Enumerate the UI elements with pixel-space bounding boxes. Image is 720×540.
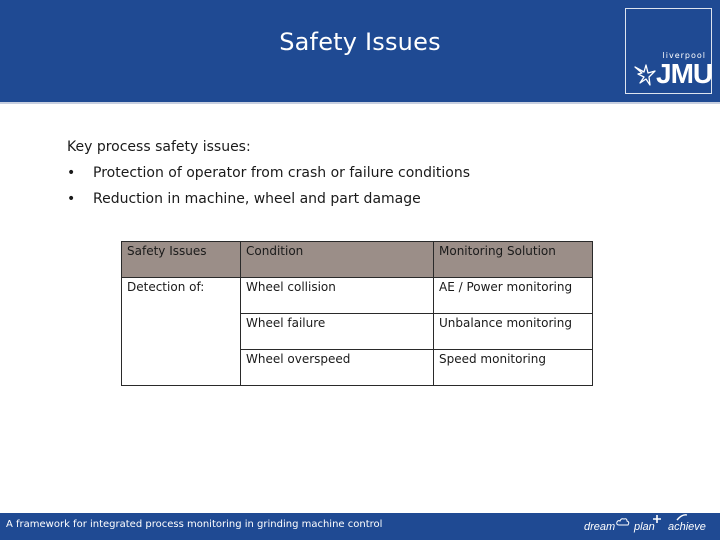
logo-jmu-text: JMU xyxy=(656,58,713,89)
table-cell: Speed monitoring xyxy=(434,350,593,386)
table-cell: Wheel overspeed xyxy=(241,350,434,386)
safety-table xyxy=(121,241,593,386)
intro-text xyxy=(67,134,470,212)
table-row xyxy=(122,278,593,314)
header-divider xyxy=(0,102,720,104)
bullet-item xyxy=(67,186,470,212)
logo-liverpool-text: liverpool xyxy=(662,51,706,60)
footer-tag-plan: plan xyxy=(634,521,655,533)
table-header-row xyxy=(122,242,593,278)
slide-title: Safety Issues xyxy=(279,28,441,56)
table-cell: Wheel collision xyxy=(241,278,434,314)
bullet-item xyxy=(67,160,470,186)
footer-tag-dream: dream xyxy=(584,521,616,533)
column-header: Safety Issues xyxy=(122,242,241,278)
column-header: Condition xyxy=(241,242,434,278)
title-bar xyxy=(0,0,720,102)
bullet-icon: • xyxy=(67,191,76,207)
liver-bird-icon xyxy=(632,61,658,89)
table-cell: AE / Power monitoring xyxy=(434,278,593,314)
bullet-icon: • xyxy=(67,165,76,181)
bullet-text: Reduction in machine, wheel and part damage xyxy=(93,191,421,207)
plus-icon xyxy=(652,514,662,524)
table-cell: Detection of: xyxy=(122,278,241,386)
table-cell: Wheel failure xyxy=(241,314,434,350)
cloud-icon xyxy=(616,517,630,527)
intro-heading: Key process safety issues: xyxy=(67,139,251,155)
bullet-text: Protection of operator from crash or failure conditions xyxy=(93,165,471,181)
ljmu-logo xyxy=(625,8,712,94)
table-cell: Unbalance monitoring xyxy=(434,314,593,350)
footer-bar xyxy=(0,513,720,540)
footer-text: A framework for integrated process monitoring in grinding machine control xyxy=(6,519,383,530)
swoosh-icon xyxy=(676,513,688,522)
column-header: Monitoring Solution xyxy=(434,242,593,278)
footer-tag-achieve: achieve xyxy=(668,521,706,533)
